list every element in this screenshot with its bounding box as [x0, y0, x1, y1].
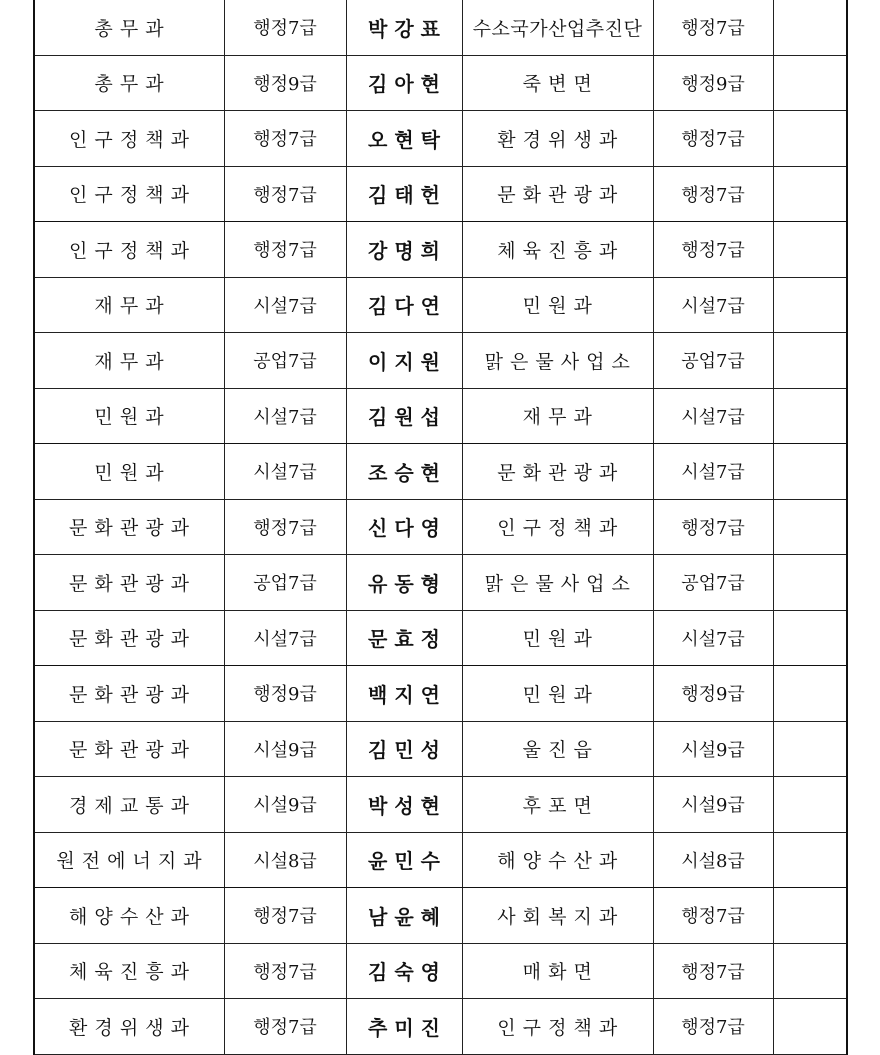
- remarks-cell: [773, 55, 847, 111]
- current-department: 재 무 과: [34, 277, 224, 333]
- current-grade: 시설9급: [224, 721, 346, 777]
- new-department: 문 화 관 광 과: [462, 444, 653, 500]
- current-department: 문 화 관 광 과: [34, 610, 224, 666]
- table-row: [34, 444, 847, 500]
- new-department: 사 회 복 지 과: [462, 888, 653, 944]
- employee-name: 조 승 현: [346, 444, 462, 500]
- current-department: 민 원 과: [34, 444, 224, 500]
- current-department: 원 전 에 너 지 과: [34, 832, 224, 888]
- current-department: 인 구 정 책 과: [34, 222, 224, 278]
- new-grade: 시설7급: [653, 610, 773, 666]
- table-row: [34, 55, 847, 111]
- new-department: 수소국가산업추진단: [462, 0, 653, 55]
- current-department: 문 화 관 광 과: [34, 721, 224, 777]
- current-grade: 시설7급: [224, 388, 346, 444]
- remarks-cell: [773, 166, 847, 222]
- current-grade: 행정7급: [224, 111, 346, 167]
- new-grade: 시설9급: [653, 777, 773, 833]
- employee-name: 김 아 현: [346, 55, 462, 111]
- current-grade: 시설8급: [224, 832, 346, 888]
- new-department: 재 무 과: [462, 388, 653, 444]
- new-department: 인 구 정 책 과: [462, 999, 653, 1055]
- table-row: [34, 721, 847, 777]
- new-department: 해 양 수 산 과: [462, 832, 653, 888]
- remarks-cell: [773, 721, 847, 777]
- new-grade: 행정7급: [653, 0, 773, 55]
- new-grade: 행정9급: [653, 666, 773, 722]
- new-grade: 시설7급: [653, 388, 773, 444]
- current-grade: 공업7급: [224, 555, 346, 611]
- new-department: 문 화 관 광 과: [462, 166, 653, 222]
- current-grade: 행정7급: [224, 943, 346, 999]
- current-department: 총 무 과: [34, 55, 224, 111]
- employee-name: 김 숙 영: [346, 943, 462, 999]
- current-department: 민 원 과: [34, 388, 224, 444]
- current-department: 총 무 과: [34, 0, 224, 55]
- new-department: 맑 은 물 사 업 소: [462, 333, 653, 389]
- new-grade: 시설7급: [653, 277, 773, 333]
- current-department: 인 구 정 책 과: [34, 111, 224, 167]
- employee-name: 김 다 연: [346, 277, 462, 333]
- table-row: [34, 777, 847, 833]
- table-body: [34, 0, 847, 1054]
- employee-name: 박 성 현: [346, 777, 462, 833]
- remarks-cell: [773, 888, 847, 944]
- new-department: 후 포 면: [462, 777, 653, 833]
- employee-name: 오 현 탁: [346, 111, 462, 167]
- table-row: [34, 999, 847, 1055]
- current-department: 재 무 과: [34, 333, 224, 389]
- current-department: 체 육 진 흥 과: [34, 943, 224, 999]
- new-department: 울 진 읍: [462, 721, 653, 777]
- employee-name: 김 태 헌: [346, 166, 462, 222]
- new-department: 민 원 과: [462, 277, 653, 333]
- new-department: 민 원 과: [462, 610, 653, 666]
- remarks-cell: [773, 499, 847, 555]
- current-grade: 시설9급: [224, 777, 346, 833]
- employee-name: 유 동 형: [346, 555, 462, 611]
- current-grade: 행정7급: [224, 166, 346, 222]
- table-row: [34, 388, 847, 444]
- table-row: [34, 832, 847, 888]
- table-row: [34, 610, 847, 666]
- new-department: 죽 변 면: [462, 55, 653, 111]
- new-department: 체 육 진 흥 과: [462, 222, 653, 278]
- remarks-cell: [773, 277, 847, 333]
- current-grade: 행정7급: [224, 222, 346, 278]
- current-grade: 행정9급: [224, 666, 346, 722]
- remarks-cell: [773, 832, 847, 888]
- new-grade: 행정7급: [653, 222, 773, 278]
- table-row: [34, 666, 847, 722]
- current-department: 경 제 교 통 과: [34, 777, 224, 833]
- current-department: 문 화 관 광 과: [34, 499, 224, 555]
- current-grade: 공업7급: [224, 333, 346, 389]
- employee-name: 김 민 성: [346, 721, 462, 777]
- new-department: 맑 은 물 사 업 소: [462, 555, 653, 611]
- current-department: 문 화 관 광 과: [34, 555, 224, 611]
- remarks-cell: [773, 444, 847, 500]
- remarks-cell: [773, 388, 847, 444]
- table-row: [34, 555, 847, 611]
- table-row: [34, 277, 847, 333]
- current-grade: 행정7급: [224, 888, 346, 944]
- new-grade: 공업7급: [653, 333, 773, 389]
- employee-name: 신 다 영: [346, 499, 462, 555]
- remarks-cell: [773, 999, 847, 1055]
- new-grade: 행정7급: [653, 999, 773, 1055]
- new-grade: 시설8급: [653, 832, 773, 888]
- current-grade: 시설7급: [224, 610, 346, 666]
- new-grade: 행정7급: [653, 943, 773, 999]
- employee-name: 윤 민 수: [346, 832, 462, 888]
- table-row: [34, 888, 847, 944]
- current-grade: 행정7급: [224, 499, 346, 555]
- personnel-transfer-table: [33, 0, 848, 1055]
- remarks-cell: [773, 943, 847, 999]
- current-department: 환 경 위 생 과: [34, 999, 224, 1055]
- new-department: 환 경 위 생 과: [462, 111, 653, 167]
- remarks-cell: [773, 333, 847, 389]
- current-grade: 행정7급: [224, 0, 346, 55]
- table-row: [34, 943, 847, 999]
- new-department: 매 화 면: [462, 943, 653, 999]
- employee-name: 박 강 표: [346, 0, 462, 55]
- new-grade: 행정9급: [653, 55, 773, 111]
- remarks-cell: [773, 666, 847, 722]
- table-row: [34, 222, 847, 278]
- new-grade: 시설9급: [653, 721, 773, 777]
- table-row: [34, 111, 847, 167]
- employee-name: 김 원 섭: [346, 388, 462, 444]
- new-grade: 공업7급: [653, 555, 773, 611]
- remarks-cell: [773, 777, 847, 833]
- new-grade: 행정7급: [653, 111, 773, 167]
- current-grade: 시설7급: [224, 277, 346, 333]
- remarks-cell: [773, 222, 847, 278]
- remarks-cell: [773, 555, 847, 611]
- current-grade: 행정7급: [224, 999, 346, 1055]
- employee-name: 남 윤 혜: [346, 888, 462, 944]
- employee-name: 추 미 진: [346, 999, 462, 1055]
- current-grade: 시설7급: [224, 444, 346, 500]
- table-row: [34, 333, 847, 389]
- new-grade: 시설7급: [653, 444, 773, 500]
- new-grade: 행정7급: [653, 166, 773, 222]
- personnel-transfer-sheet: [33, 0, 846, 1055]
- table-row: [34, 166, 847, 222]
- current-department: 인 구 정 책 과: [34, 166, 224, 222]
- remarks-cell: [773, 610, 847, 666]
- employee-name: 백 지 연: [346, 666, 462, 722]
- current-grade: 행정9급: [224, 55, 346, 111]
- current-department: 문 화 관 광 과: [34, 666, 224, 722]
- new-grade: 행정7급: [653, 888, 773, 944]
- employee-name: 이 지 원: [346, 333, 462, 389]
- new-department: 민 원 과: [462, 666, 653, 722]
- employee-name: 강 명 희: [346, 222, 462, 278]
- employee-name: 문 효 정: [346, 610, 462, 666]
- remarks-cell: [773, 0, 847, 55]
- new-department: 인 구 정 책 과: [462, 499, 653, 555]
- new-grade: 행정7급: [653, 499, 773, 555]
- remarks-cell: [773, 111, 847, 167]
- table-row: [34, 499, 847, 555]
- table-row: [34, 0, 847, 55]
- current-department: 해 양 수 산 과: [34, 888, 224, 944]
